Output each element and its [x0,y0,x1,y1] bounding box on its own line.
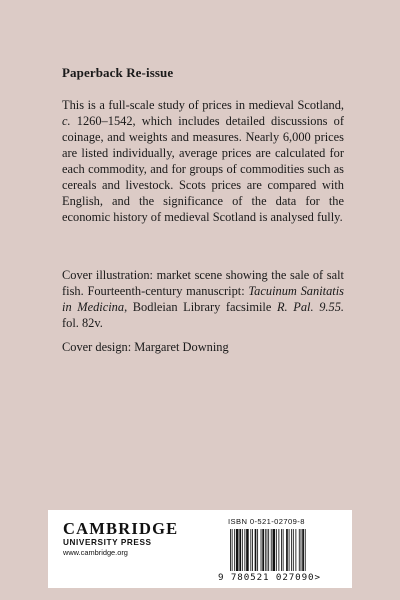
description-text-1: This is a full-scale study of prices in medieval Scotland, [62,98,344,112]
publisher-subname: UNIVERSITY PRESS [63,538,152,547]
illustration-text-3: fol. 82v. [62,316,103,330]
barcode-digits: 9 780521 027090 [218,572,315,583]
publisher-barcode-panel [48,510,352,588]
publisher-logo [63,520,178,558]
circa-abbreviation: c. [62,114,71,128]
cover-design-credit: Cover design: Margaret Downing [62,340,229,354]
publisher-name: CAMBRIDGE [63,519,179,538]
description-paragraph [62,97,344,225]
barcode-image [230,529,338,571]
manuscript-shelfmark: R. Pal. 9.55. [276,300,344,314]
section-heading: Paperback Re-issue [62,65,174,80]
cover-illustration-paragraph [62,267,344,331]
barcode-marker: > [314,572,321,583]
publisher-url: www.cambridge.org [63,548,128,557]
manuscript-title: Tacuinum Sanitatis in Medicina [62,284,344,314]
barcode-number [218,572,321,583]
illustration-text-2: , Bodleian Library facsimile [124,300,277,314]
description-text-2: 1260–1542, which includes detailed discussions of coinage, and weights and measures. Nearly 6,000 prices are listed individually, average prices are calculated for each commodity, and for groups of commodities such as cereals and livestock. Scots prices are compared with English, and the significance of the data for the economic history of medieval Scotland is analysed fully. [62,114,344,224]
illustration-text-1: Cover illustration: market scene showing the sale of salt fish. Fourteenth-century manuscript: [62,268,344,298]
isbn-label: ISBN 0-521-02709-8 [228,517,305,526]
